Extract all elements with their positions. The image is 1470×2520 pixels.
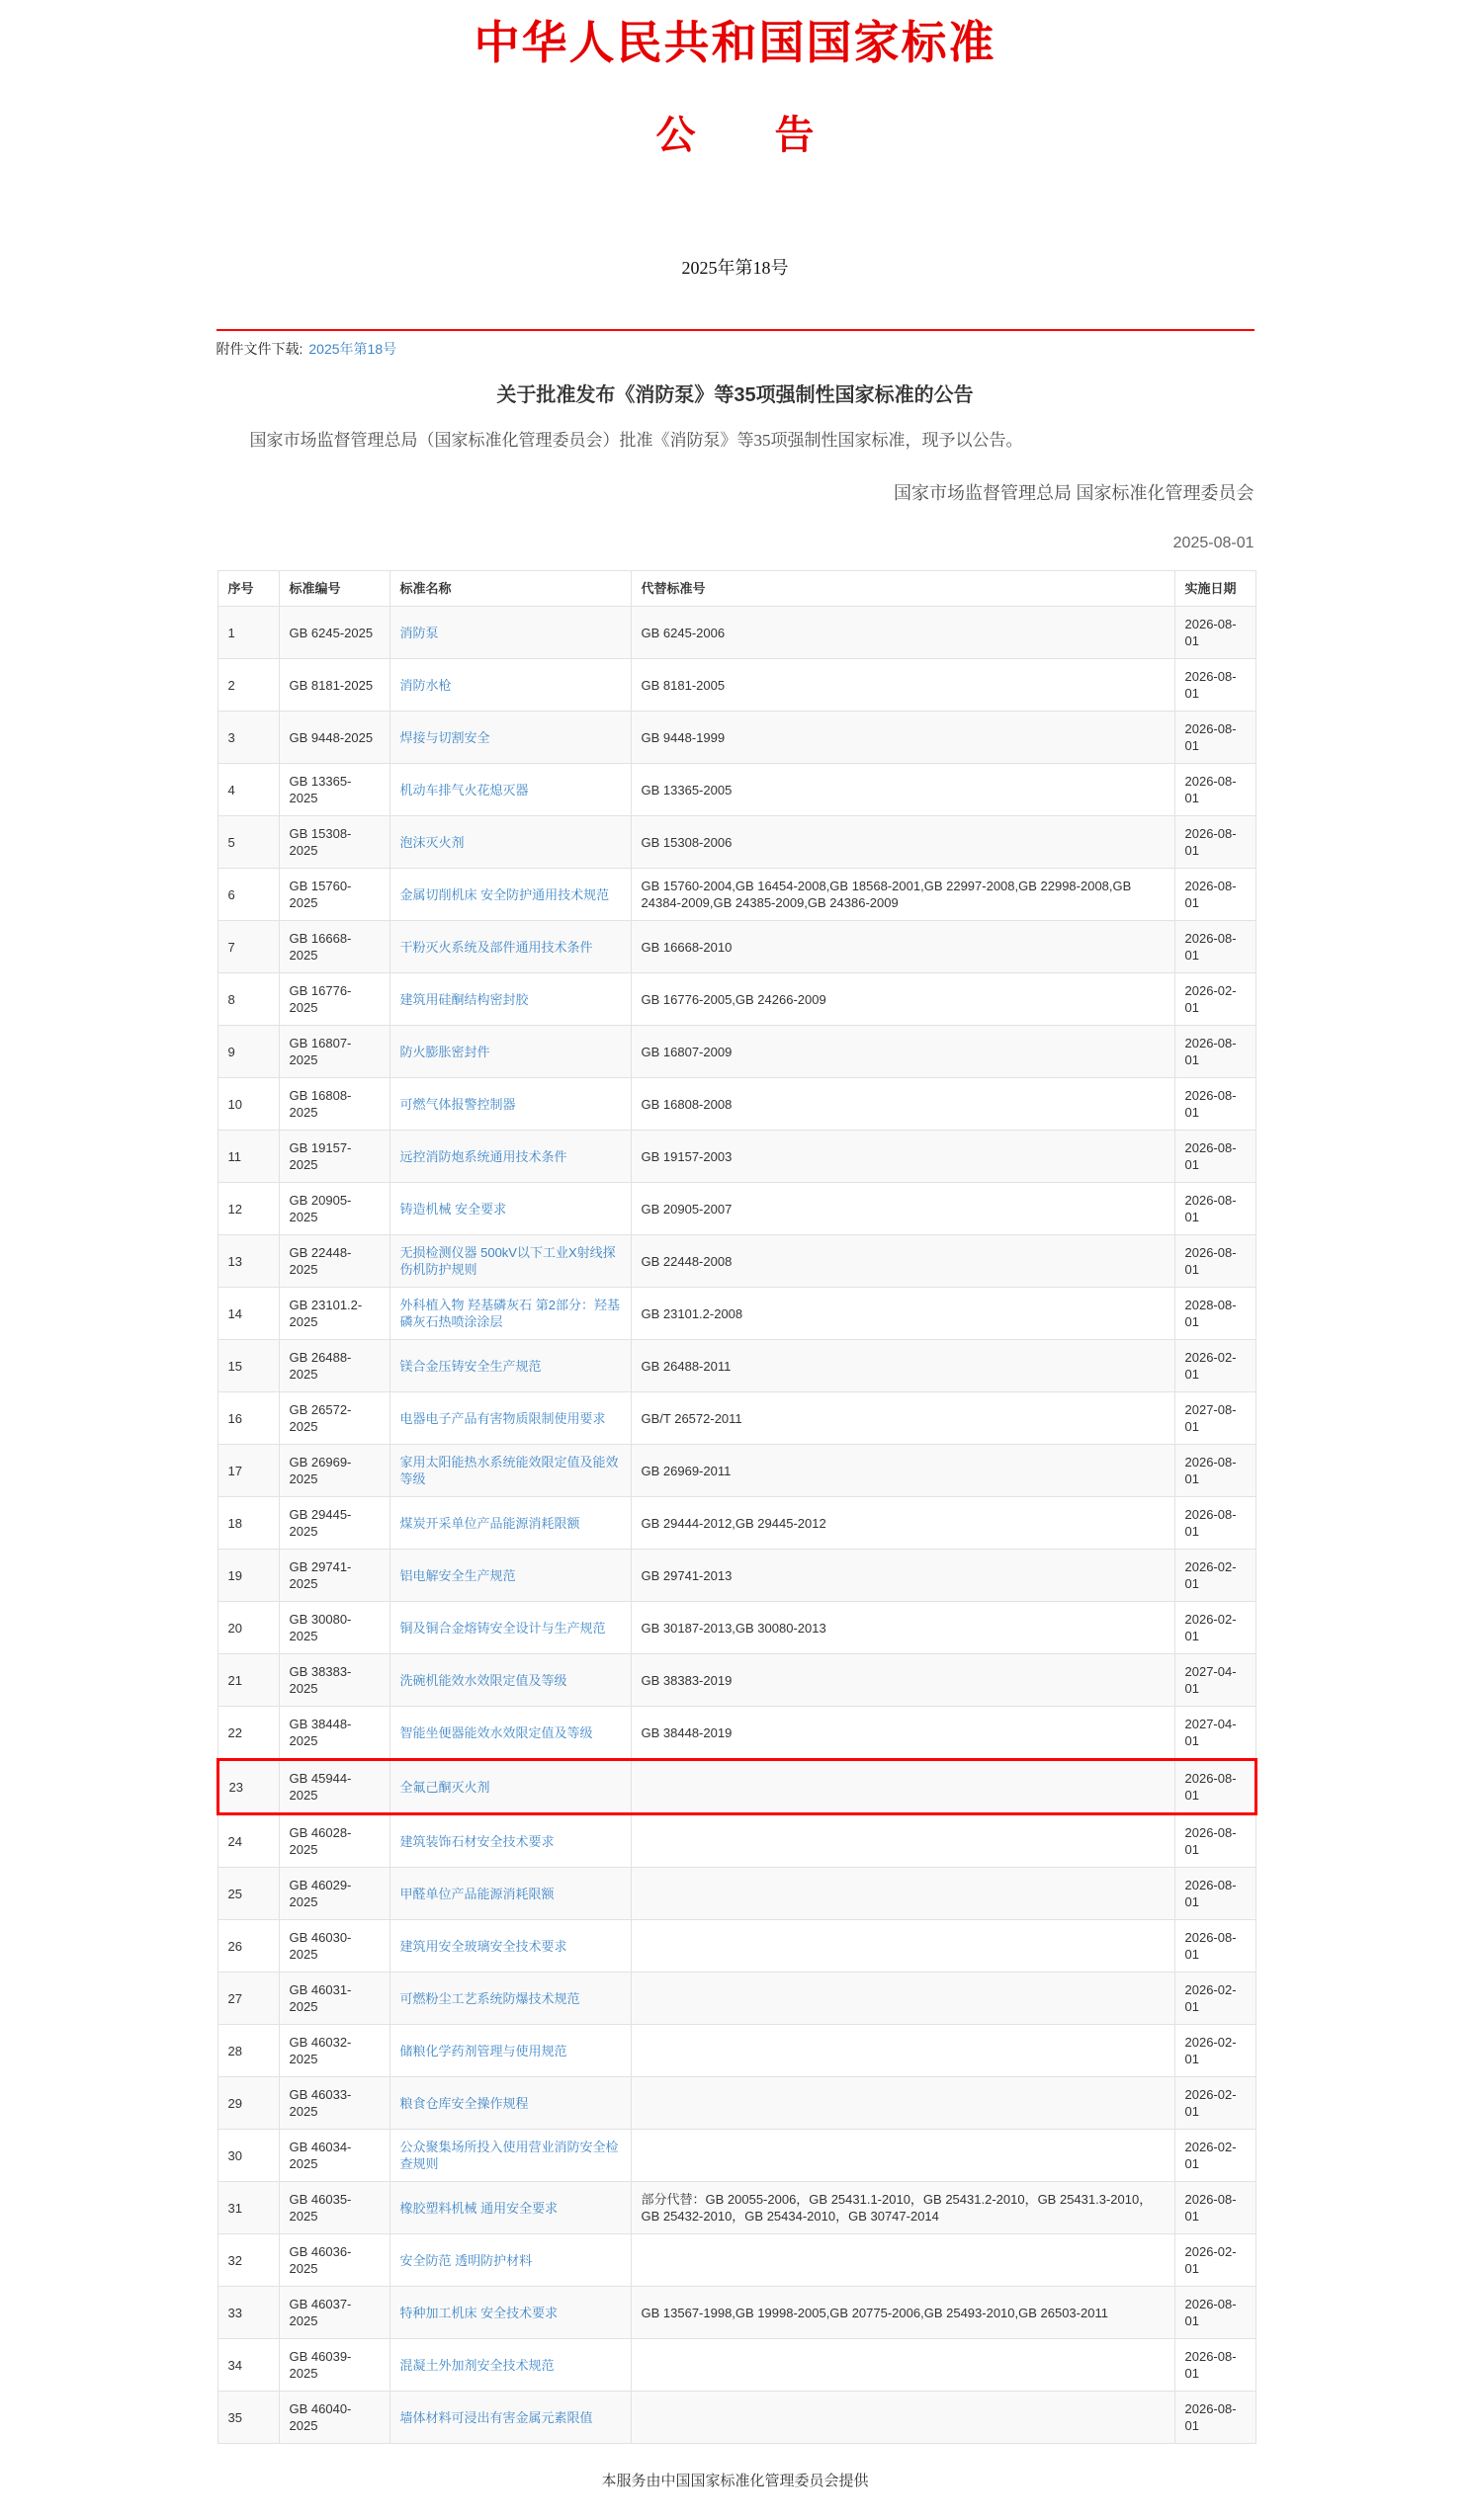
standard-code-cell: GB 46034-2025 (279, 2130, 389, 2182)
footer-note: 本服务由中国国家标准化管理委员会提供 (601, 2473, 869, 2490)
standard-code-cell: GB 26572-2025 (279, 1392, 389, 1445)
implementation-date-cell: 2027-08-01 (1174, 1392, 1255, 1445)
standard-name-cell (389, 2077, 631, 2130)
standard-name-link[interactable]: 外科植入物 羟基磷灰石 第2部分：羟基磷灰石热喷涂涂层 (399, 1298, 620, 1330)
implementation-date-cell: 2026-08-01 (1174, 1078, 1255, 1131)
row-index-cell: 34 (217, 2339, 279, 2392)
standard-name-link[interactable]: 墙体材料可浸出有害金属元素限值 (399, 2409, 593, 2425)
row-index-cell: 23 (217, 1760, 279, 1814)
table-row (217, 2234, 1255, 2287)
standard-name-link[interactable]: 泡沫灭火剂 (399, 834, 465, 850)
implementation-date-cell: 2026-02-01 (1174, 1340, 1255, 1392)
standard-name-cell (389, 1973, 631, 2025)
standard-name-cell (389, 921, 631, 973)
standard-code-cell: GB 22448-2025 (279, 1235, 389, 1288)
standard-name-link[interactable]: 智能坐便器能效水效限定值及等级 (399, 1724, 593, 1740)
replaced-standards-cell (631, 2077, 1174, 2130)
standard-name-cell (389, 1288, 631, 1340)
standard-name-link[interactable]: 防火膨胀密封件 (399, 1044, 490, 1059)
standard-code-cell: GB 46035-2025 (279, 2182, 389, 2234)
row-index-cell: 12 (217, 1183, 279, 1235)
standard-code-cell: GB 46031-2025 (279, 1973, 389, 2025)
row-index-cell: 27 (217, 1973, 279, 2025)
table-row (217, 1973, 1255, 2025)
standard-name-link[interactable]: 干粉灭火系统及部件通用技术条件 (399, 939, 593, 955)
row-index-cell: 32 (217, 2234, 279, 2287)
row-index-cell: 24 (217, 1814, 279, 1868)
row-index-cell: 22 (217, 1707, 279, 1760)
standards-table (216, 570, 1257, 2444)
standard-name-cell (389, 1026, 631, 1078)
table-row (217, 1920, 1255, 1973)
row-index-cell: 33 (217, 2287, 279, 2339)
row-index-cell: 6 (217, 869, 279, 921)
implementation-date-cell: 2026-08-01 (1174, 1235, 1255, 1288)
standard-code-cell: GB 26488-2025 (279, 1340, 389, 1392)
attachment-label: 附件文件下载: (216, 341, 303, 358)
replaced-standards-cell: GB 23101.2-2008 (631, 1288, 1174, 1340)
table-row (217, 1183, 1255, 1235)
table-row (217, 921, 1255, 973)
row-index-cell: 13 (217, 1235, 279, 1288)
standard-name-cell (389, 607, 631, 659)
standard-name-link[interactable]: 橡胶塑料机械 通用安全要求 (399, 2200, 559, 2216)
standard-name-cell (389, 1235, 631, 1288)
standard-code-cell: GB 19157-2025 (279, 1131, 389, 1183)
row-index-cell: 20 (217, 1602, 279, 1654)
row-index-cell: 31 (217, 2182, 279, 2234)
issue-number: 2025年第18号 (681, 258, 789, 279)
row-index-cell: 30 (217, 2130, 279, 2182)
table-row (217, 764, 1255, 816)
replaced-standards-cell (631, 1920, 1174, 1973)
standard-name-cell (389, 1760, 631, 1814)
row-index-cell: 19 (217, 1550, 279, 1602)
replaced-standards-cell: GB 15760-2004,GB 16454-2008,GB 18568-2001,GB 22997-2008,GB 22998-2008,GB 24384-2009,GB 24385-2009,GB 24386-2009 (631, 869, 1174, 921)
row-index-cell: 4 (217, 764, 279, 816)
table-row (217, 1235, 1255, 1288)
row-index-cell: 2 (217, 659, 279, 712)
standard-code-cell: GB 15760-2025 (279, 869, 389, 921)
replaced-standards-cell (631, 1814, 1174, 1868)
standard-name-cell (389, 2182, 631, 2234)
replaced-standards-cell: GB 9448-1999 (631, 712, 1174, 764)
standard-name-link[interactable]: 镁合金压铸安全生产规范 (399, 1358, 542, 1374)
implementation-date-cell: 2026-08-01 (1174, 1445, 1255, 1497)
replaced-standards-cell: GB 13365-2005 (631, 764, 1174, 816)
replaced-standards-cell: 部分代替：GB 20055-2006，GB 25431.1-2010，GB 25431.2-2010，GB 25431.3-2010，GB 25432-2010，GB 25434-2010，GB 30747-2014 (631, 2182, 1174, 2234)
table-row (217, 1392, 1255, 1445)
header-row (217, 571, 1255, 607)
table-row (217, 1340, 1255, 1392)
page-title: 中华人民共和国国家标准 (474, 18, 996, 68)
table-row (217, 2077, 1255, 2130)
row-index-cell: 1 (217, 607, 279, 659)
attachment-download-link[interactable]: 2025年第18号 (308, 341, 397, 358)
standard-name-link[interactable]: 消防水枪 (399, 677, 452, 693)
standard-name-cell (389, 712, 631, 764)
standard-name-link[interactable]: 可燃粉尘工艺系统防爆技术规范 (399, 1990, 580, 2006)
standard-name-cell (389, 973, 631, 1026)
implementation-date-cell: 2028-08-01 (1174, 1288, 1255, 1340)
replaced-standards-cell: GB 29444-2012,GB 29445-2012 (631, 1497, 1174, 1550)
standard-code-cell: GB 6245-2025 (279, 607, 389, 659)
standard-code-cell: GB 46039-2025 (279, 2339, 389, 2392)
standard-name-cell (389, 2130, 631, 2182)
replaced-standards-cell: GB 30187-2013,GB 30080-2013 (631, 1602, 1174, 1654)
standard-name-cell (389, 1868, 631, 1920)
standard-code-cell: GB 38448-2025 (279, 1707, 389, 1760)
standard-code-cell: GB 26969-2025 (279, 1445, 389, 1497)
implementation-date-cell: 2026-08-01 (1174, 1814, 1255, 1868)
table-row (217, 1654, 1255, 1707)
replaced-standards-cell (631, 1868, 1174, 1920)
page-subtitle: 公 告 (655, 113, 815, 158)
table-row (217, 607, 1255, 659)
standard-name-cell (389, 1497, 631, 1550)
standard-code-cell: GB 13365-2025 (279, 764, 389, 816)
row-index-cell: 21 (217, 1654, 279, 1707)
implementation-date-cell: 2026-08-01 (1174, 2182, 1255, 2234)
table-row (217, 1026, 1255, 1078)
table-row (217, 1707, 1255, 1760)
implementation-date-cell: 2026-08-01 (1174, 869, 1255, 921)
implementation-date-cell: 2026-08-01 (1174, 2392, 1255, 2444)
standard-name-cell (389, 1707, 631, 1760)
standard-name-link[interactable]: 混凝土外加剂安全技术规范 (399, 2357, 555, 2373)
replaced-standards-cell: GB 16808-2008 (631, 1078, 1174, 1131)
row-index-cell: 9 (217, 1026, 279, 1078)
standard-code-cell: GB 38383-2025 (279, 1654, 389, 1707)
standard-name-cell (389, 1392, 631, 1445)
implementation-date-cell: 2026-02-01 (1174, 2234, 1255, 2287)
standard-name-cell (389, 1445, 631, 1497)
standard-code-cell: GB 46036-2025 (279, 2234, 389, 2287)
standard-name-link[interactable]: 金属切削机床 安全防护通用技术规范 (399, 886, 610, 902)
standard-name-link[interactable]: 建筑装饰石材安全技术要求 (399, 1833, 555, 1849)
implementation-date-cell: 2026-08-01 (1174, 1497, 1255, 1550)
standard-name-link[interactable]: 特种加工机床 安全技术要求 (399, 2305, 559, 2320)
standard-code-cell: GB 46028-2025 (279, 1814, 389, 1868)
standard-name-link[interactable]: 机动车排气火花熄灭器 (399, 782, 529, 798)
standard-code-cell: GB 16776-2025 (279, 973, 389, 1026)
row-index-cell: 3 (217, 712, 279, 764)
standard-name-cell (389, 2025, 631, 2077)
implementation-date-cell: 2026-08-01 (1174, 764, 1255, 816)
standard-name-link[interactable]: 储粮化学药剂管理与使用规范 (399, 2043, 567, 2058)
row-index-cell: 14 (217, 1288, 279, 1340)
standard-code-cell: GB 29445-2025 (279, 1497, 389, 1550)
standard-name-link[interactable]: 全氟己酮灭火剂 (399, 1779, 490, 1795)
implementation-date-cell: 2026-08-01 (1174, 1026, 1255, 1078)
row-index-cell: 7 (217, 921, 279, 973)
replaced-standards-cell (631, 2392, 1174, 2444)
row-index-cell: 11 (217, 1131, 279, 1183)
implementation-date-cell: 2026-08-01 (1174, 1131, 1255, 1183)
standard-code-cell: GB 30080-2025 (279, 1602, 389, 1654)
row-index-cell: 5 (217, 816, 279, 869)
standard-name-link[interactable]: 甲醛单位产品能源消耗限额 (399, 1886, 555, 1901)
implementation-date-cell: 2026-08-01 (1174, 1920, 1255, 1973)
table-row (217, 712, 1255, 764)
table-row (217, 1814, 1255, 1868)
standard-name-cell (389, 2234, 631, 2287)
implementation-date-cell: 2026-02-01 (1174, 1602, 1255, 1654)
table-row (217, 973, 1255, 1026)
table-row (217, 2025, 1255, 2077)
implementation-date-cell: 2026-08-01 (1174, 607, 1255, 659)
standard-name-link[interactable]: 铜及铜合金熔铸安全设计与生产规范 (399, 1620, 606, 1636)
header-standard-code: 标准编号 (279, 571, 389, 607)
header-index: 序号 (217, 571, 279, 607)
announcement-title: 关于批准发布《消防泵》等35项强制性国家标准的公告 (496, 384, 974, 407)
standard-name-link[interactable]: 建筑用硅酮结构密封胶 (399, 991, 529, 1007)
table-row (217, 1445, 1255, 1497)
row-index-cell: 10 (217, 1078, 279, 1131)
row-index-cell: 29 (217, 2077, 279, 2130)
standard-name-link[interactable]: 远控消防炮系统通用技术条件 (399, 1148, 567, 1164)
replaced-standards-cell: GB 26488-2011 (631, 1340, 1174, 1392)
row-index-cell: 35 (217, 2392, 279, 2444)
replaced-standards-cell (631, 2234, 1174, 2287)
standard-name-cell (389, 816, 631, 869)
standard-code-cell: GB 20905-2025 (279, 1183, 389, 1235)
implementation-date-cell: 2026-08-01 (1174, 659, 1255, 712)
replaced-standards-cell: GB 26969-2011 (631, 1445, 1174, 1497)
standard-code-cell: GB 16808-2025 (279, 1078, 389, 1131)
replaced-standards-cell: GB 6245-2006 (631, 607, 1174, 659)
standard-code-cell: GB 46032-2025 (279, 2025, 389, 2077)
replaced-standards-cell (631, 2130, 1174, 2182)
replaced-standards-cell: GB 16668-2010 (631, 921, 1174, 973)
standard-name-link[interactable]: 粮食仓库安全操作规程 (399, 2095, 529, 2111)
standard-name-link[interactable]: 电器电子产品有害物质限制使用要求 (399, 1410, 606, 1426)
standard-code-cell: GB 29741-2025 (279, 1550, 389, 1602)
standard-name-link[interactable]: 铝电解安全生产规范 (399, 1567, 516, 1583)
standard-name-cell (389, 2287, 631, 2339)
standard-code-cell: GB 45944-2025 (279, 1760, 389, 1814)
standard-code-cell: GB 16807-2025 (279, 1026, 389, 1078)
replaced-standards-cell: GB 16776-2005,GB 24266-2009 (631, 973, 1174, 1026)
implementation-date-cell: 2026-02-01 (1174, 2025, 1255, 2077)
table-row (217, 816, 1255, 869)
replaced-standards-cell (631, 1973, 1174, 2025)
standard-code-cell: GB 46030-2025 (279, 1920, 389, 1973)
implementation-date-cell: 2026-08-01 (1174, 1183, 1255, 1235)
standard-code-cell: GB 46033-2025 (279, 2077, 389, 2130)
row-index-cell: 18 (217, 1497, 279, 1550)
standard-code-cell: GB 23101.2-2025 (279, 1288, 389, 1340)
standards-table-header (217, 571, 1255, 607)
standard-code-cell: GB 46037-2025 (279, 2287, 389, 2339)
attachment-download-line (216, 331, 1254, 359)
standards-table-body (217, 607, 1255, 2444)
standard-name-cell (389, 659, 631, 712)
table-row (217, 1078, 1255, 1131)
implementation-date-cell: 2026-08-01 (1174, 2339, 1255, 2392)
table-row (217, 1550, 1255, 1602)
table-row (217, 659, 1255, 712)
table-row (217, 1868, 1255, 1920)
standard-name-link[interactable]: 公众聚集场所投入使用营业消防安全检查规则 (399, 2140, 619, 2172)
standard-name-link[interactable]: 洗碗机能效水效限定值及等级 (399, 1672, 567, 1688)
row-index-cell: 8 (217, 973, 279, 1026)
implementation-date-cell: 2026-08-01 (1174, 2287, 1255, 2339)
issue-date: 2025-08-01 (1172, 535, 1254, 552)
table-row (217, 1288, 1255, 1340)
standard-name-cell (389, 764, 631, 816)
header-implementation-date: 实施日期 (1174, 571, 1255, 607)
replaced-standards-cell: GB 15308-2006 (631, 816, 1174, 869)
table-row (217, 2130, 1255, 2182)
standard-name-cell (389, 2339, 631, 2392)
replaced-standards-cell (631, 2025, 1174, 2077)
replaced-standards-cell: GB 38448-2019 (631, 1707, 1174, 1760)
row-index-cell: 15 (217, 1340, 279, 1392)
replaced-standards-cell: GB 38383-2019 (631, 1654, 1174, 1707)
standard-name-cell (389, 1078, 631, 1131)
implementation-date-cell: 2026-08-01 (1174, 1868, 1255, 1920)
replaced-standards-cell: GB 22448-2008 (631, 1235, 1174, 1288)
table-row (217, 1131, 1255, 1183)
standard-name-link[interactable]: 消防泵 (399, 625, 439, 640)
standard-code-cell: GB 15308-2025 (279, 816, 389, 869)
standard-name-cell (389, 1654, 631, 1707)
issuer-signature: 国家市场监督管理总局 国家标准化管理委员会 (894, 483, 1254, 504)
implementation-date-cell: 2026-02-01 (1174, 1973, 1255, 2025)
row-index-cell: 26 (217, 1920, 279, 1973)
implementation-date-cell: 2027-04-01 (1174, 1654, 1255, 1707)
table-row (217, 869, 1255, 921)
standard-name-cell (389, 1340, 631, 1392)
standard-name-cell (389, 869, 631, 921)
standard-name-link[interactable]: 可燃气体报警控制器 (399, 1096, 516, 1112)
row-index-cell: 28 (217, 2025, 279, 2077)
header-replaced-standards: 代替标准号 (631, 571, 1174, 607)
replaced-standards-cell (631, 2339, 1174, 2392)
row-index-cell: 16 (217, 1392, 279, 1445)
implementation-date-cell: 2026-08-01 (1174, 712, 1255, 764)
standard-name-link[interactable]: 煤炭开采单位产品能源消耗限额 (399, 1515, 580, 1531)
table-row (217, 1602, 1255, 1654)
implementation-date-cell: 2026-02-01 (1174, 973, 1255, 1026)
row-index-cell: 17 (217, 1445, 279, 1497)
standard-code-cell: GB 8181-2025 (279, 659, 389, 712)
implementation-date-cell: 2026-02-01 (1174, 2077, 1255, 2130)
replaced-standards-cell: GB 20905-2007 (631, 1183, 1174, 1235)
standard-name-link[interactable]: 铸造机械 安全要求 (399, 1201, 507, 1217)
table-row (217, 2339, 1255, 2392)
table-row (217, 2182, 1255, 2234)
implementation-date-cell: 2026-02-01 (1174, 2130, 1255, 2182)
standard-name-cell (389, 1183, 631, 1235)
implementation-date-cell: 2026-02-01 (1174, 1550, 1255, 1602)
announcement-body: 国家市场监督管理总局（国家标准化管理委员会）批准《消防泵》等35项强制性国家标准，现予以公告。 (249, 431, 1023, 451)
replaced-standards-cell: GB 8181-2005 (631, 659, 1174, 712)
standard-name-cell (389, 1550, 631, 1602)
table-row (217, 1497, 1255, 1550)
standard-name-link[interactable]: 建筑用安全玻璃安全技术要求 (399, 1938, 567, 1954)
replaced-standards-cell: GB 29741-2013 (631, 1550, 1174, 1602)
standard-code-cell: GB 9448-2025 (279, 712, 389, 764)
standard-name-link[interactable]: 安全防范 透明防护材料 (399, 2252, 533, 2268)
standard-code-cell: GB 46029-2025 (279, 1868, 389, 1920)
replaced-standards-cell: GB 13567-1998,GB 19998-2005,GB 20775-2006,GB 25493-2010,GB 26503-2011 (631, 2287, 1174, 2339)
table-row (217, 2392, 1255, 2444)
standard-name-cell (389, 1131, 631, 1183)
replaced-standards-cell (631, 1760, 1174, 1814)
implementation-date-cell: 2026-08-01 (1174, 921, 1255, 973)
standard-name-link[interactable]: 焊接与切割安全 (399, 729, 490, 745)
table-row (217, 2287, 1255, 2339)
table-row (217, 1760, 1255, 1814)
replaced-standards-cell: GB/T 26572-2011 (631, 1392, 1174, 1445)
standard-name-cell (389, 1602, 631, 1654)
row-index-cell: 25 (217, 1868, 279, 1920)
replaced-standards-cell: GB 16807-2009 (631, 1026, 1174, 1078)
implementation-date-cell: 2026-08-01 (1174, 816, 1255, 869)
replaced-standards-cell: GB 19157-2003 (631, 1131, 1174, 1183)
implementation-date-cell: 2027-04-01 (1174, 1707, 1255, 1760)
standard-code-cell: GB 46040-2025 (279, 2392, 389, 2444)
standard-name-cell (389, 1920, 631, 1973)
standard-name-link[interactable]: 家用太阳能热水系统能效限定值及能效等级 (399, 1455, 619, 1487)
standard-name-link[interactable]: 无损检测仪器 500kV以下工业X射线探伤机防护规则 (399, 1245, 616, 1278)
implementation-date-cell: 2026-08-01 (1174, 1760, 1255, 1814)
standard-name-cell (389, 2392, 631, 2444)
standard-name-cell (389, 1814, 631, 1868)
standard-code-cell: GB 16668-2025 (279, 921, 389, 973)
header-standard-name: 标准名称 (389, 571, 631, 607)
